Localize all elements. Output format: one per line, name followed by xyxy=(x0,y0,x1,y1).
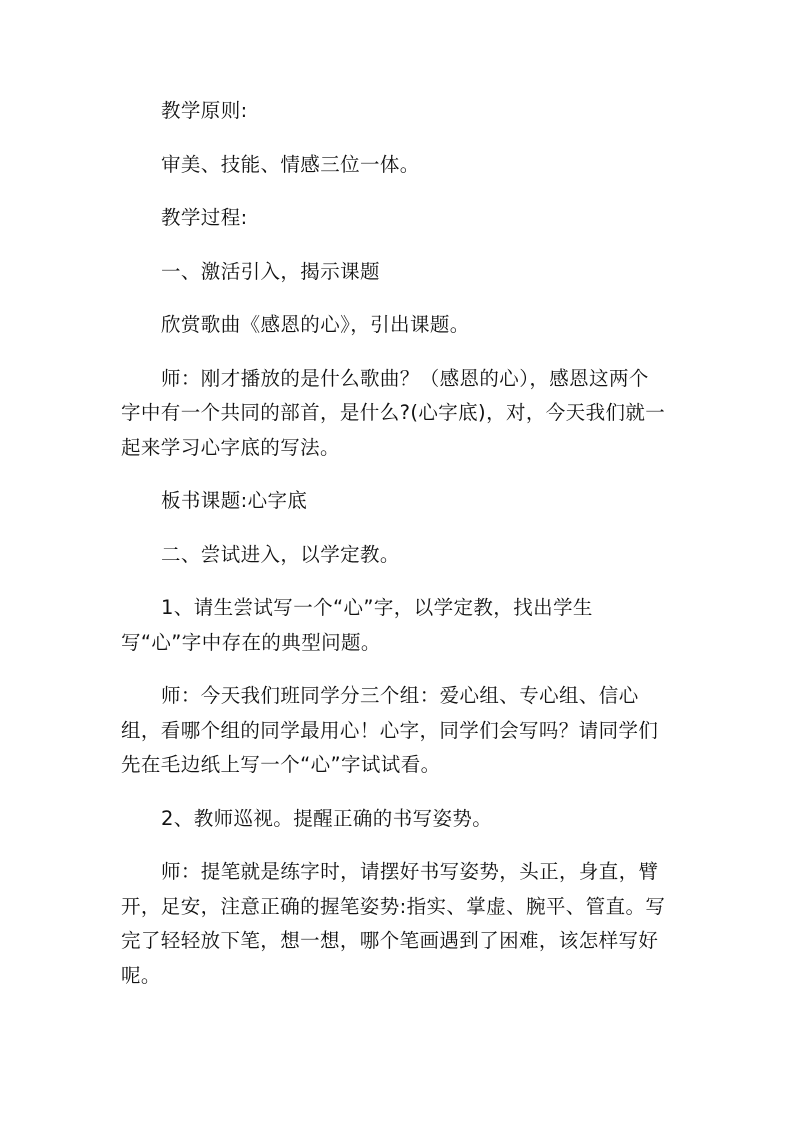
paragraph-board-title: 板书课题:心字底 xyxy=(161,489,308,512)
paragraph-teaching-process-heading: 教学过程: xyxy=(161,206,248,229)
paragraph-teacher-groups: 师：今天我们班同学分三个组：爱心组、专心组、信心组，看哪个组的同学最用心！心字，同学们会写吗？请同学们先在毛边纸上写一个“心”字试试看。 xyxy=(121,684,659,776)
paragraph-step-one: 1、请生尝试写一个“心”字，以学定教，找出学生写“心”字中存在的典型问题。 xyxy=(121,596,593,654)
document-body xyxy=(121,94,666,993)
paragraph-writing-posture: 师：提笔就是练字时，请摆好书写姿势，头正，身直，臂开，足安，注意正确的握笔姿势:指实、掌虚、腕平、管直。写完了轻轻放下笔，想一想，哪个笔画遇到了困难，该怎样写好呢。 xyxy=(121,860,666,987)
paragraph-section-one-heading: 一、激活引入，揭示课题 xyxy=(161,259,380,283)
paragraph-step-two: 2、教师巡视。提醒正确的书写姿势。 xyxy=(161,806,493,830)
paragraph-teaching-principle-heading: 教学原则: xyxy=(161,99,248,122)
paragraph-section-two-heading: 二、尝试进入，以学定教。 xyxy=(161,542,400,566)
paragraph-teacher-question: 师：刚才播放的是什么歌曲？（感恩的心），感恩这两个字中有一个共同的部首，是什么?(心字底)，对，今天我们就一起来学习心字底的写法。 xyxy=(121,366,666,459)
paragraph-song-appreciation: 欣赏歌曲《感恩的心》，引出课题。 xyxy=(161,313,470,336)
paragraph-teaching-principle: 审美、技能、情感三位一体。 xyxy=(161,152,420,176)
